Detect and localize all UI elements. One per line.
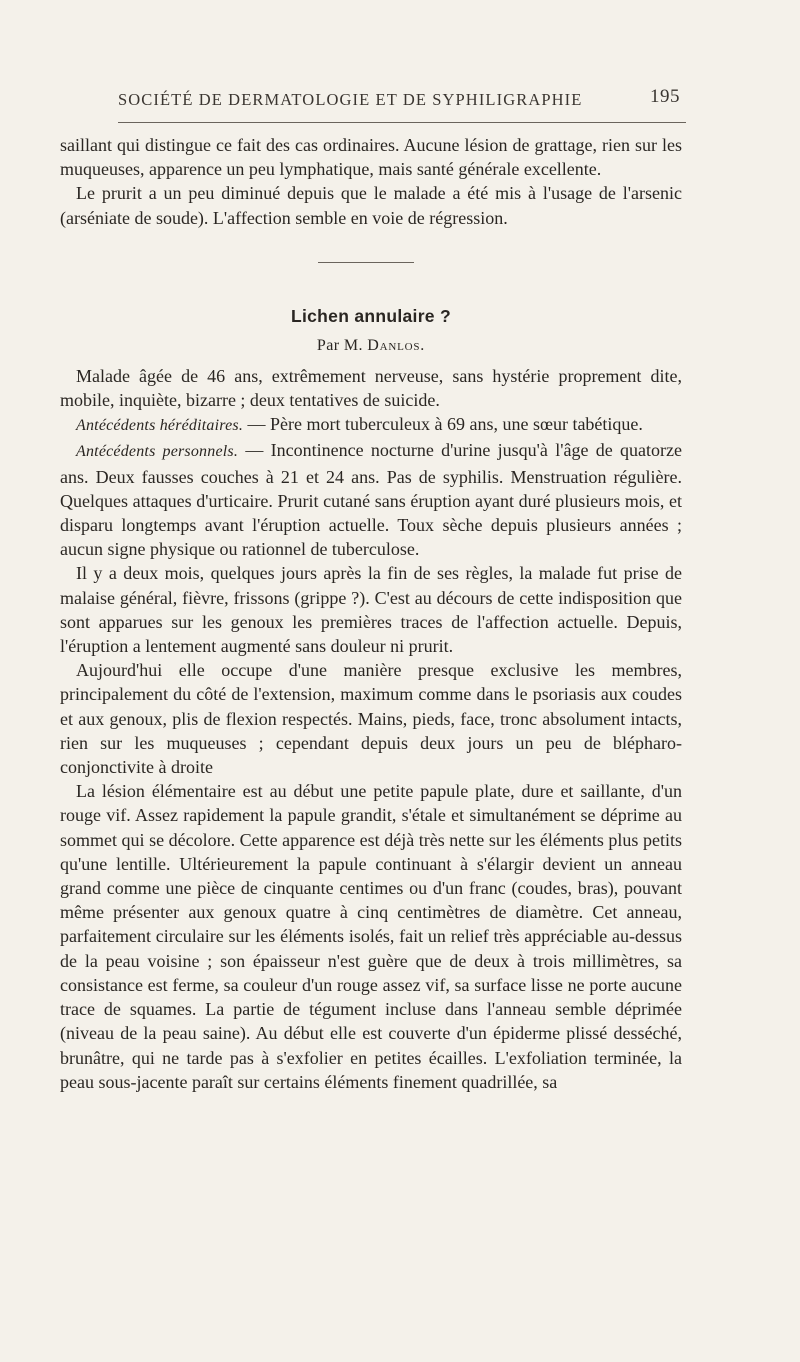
book-page (60, 86, 682, 1094)
paragraph: Le prurit a un peu diminué depuis que le malade a été mis à l'usage de l'arsenic (arséniate de soude). L'affection semble en voie de régression. (60, 183, 682, 228)
continued-paragraph: saillant qui distingue ce fait des cas ordinaires. Aucune lésion de grattage, rien sur les muqueuses, apparence un peu lymphatique, mais santé générale excellente. (60, 135, 682, 180)
byline-prefix: Par M. (316, 336, 363, 354)
paragraph: Aujourd'hui elle occupe d'une manière presque exclusive les membres, principalement du côté de l'extension, maximum comme dans le psoriasis aux coudes et aux genoux, plis de flexion respectés. Mains, pieds, face, tronc absolument intacts, rien sur les muqueuses ; cependant depuis deux jours un peu de blépharo-conjonctivite à droite (60, 660, 682, 778)
hereditary-text: — Père mort tuberculeux à 69 ans, une sœur tabétique. (243, 414, 643, 435)
paragraph-hereditary (60, 412, 682, 438)
paragraph: Malade âgée de 46 ans, extrêmement nerveuse, sans hystérie proprement dite, mobile, inquiète, bizarre ; deux tentatives de suicide. (60, 365, 682, 411)
personal-text: — Incontinence nocturne d'urine jusqu'à l'âge de quatorze ans. Deux fausses couches à 21 et 24 ans. Pas de syphilis. Menstruation régulière. Quelques attaques d'urticaire. Prurit cutané sans éruption ayant duré plusieurs mois, et disparu longtemps avant l'éruption actuelle. Toux sèche depuis plusieurs années ; aucun signe physique ou rationnel de tuberculose. (60, 440, 682, 560)
running-title: SOCIÉTÉ DE DERMATOLOGIE ET DE SYPHILIGRAPHIE (118, 90, 583, 109)
paragraph: La lésion élémentaire est au début une petite papule plate, dure et saillante, d'un rouge vif. Assez rapidement la papule grandit, s'étale et simultanément se déprime au sommet qui se décolore. Cette apparence est déjà très nette sur les éléments plus petits qu'une lentille. Ultérieurement la papule continuant à s'élargir devient un anneau grand comme une pièce de cinquante centimes ou d'un franc (coudes, bras), pouvant même présenter aux genoux quatre à cinq centimètres de diamètre. Cet anneau, parfaitement circulaire sur les éléments isolés, fait un relief très appréciable au-dessus de la peau voisine ; son épaisseur n'est guère que de deux à trois millimètres, sa consistance est ferme, sa couleur d'un rouge assez vif, sa surface lisse ne porte aucune trace de squames. La partie de tégument incluse dans l'anneau semble déprimée (niveau de la peau saine). Au début elle est couverte d'un épiderme plissé desséché, brunâtre, qui ne tarde pas à s'exfolier en petites écailles. L'exfoliation terminée, la peau sous-jacente paraît sur certains éléments finement quadrillée, sa (60, 781, 682, 1092)
hereditary-label: Antécédents héréditaires. (76, 417, 244, 435)
section-separator (318, 262, 414, 263)
personal-label: Antécédents personnels. (76, 443, 239, 461)
page-number: 195 (650, 86, 680, 107)
author-name: Danlos. (367, 336, 426, 354)
article-title: Lichen annulaire ? (290, 305, 451, 326)
running-header (60, 86, 682, 116)
paragraph-personal (60, 438, 682, 561)
byline (60, 337, 682, 355)
header-rule (118, 122, 686, 123)
previous-article-end (60, 133, 682, 230)
paragraph: Il y a deux mois, quelques jours après la fin de ses règles, la malade fut prise de malaise général, fièvre, frissons (grippe ?). C'est au décours de cette indisposition que sont apparues sur les genoux les premières traces de l'affection actuelle. Depuis, l'éruption a lentement augmenté sans douleur ni prurit. (60, 563, 682, 657)
